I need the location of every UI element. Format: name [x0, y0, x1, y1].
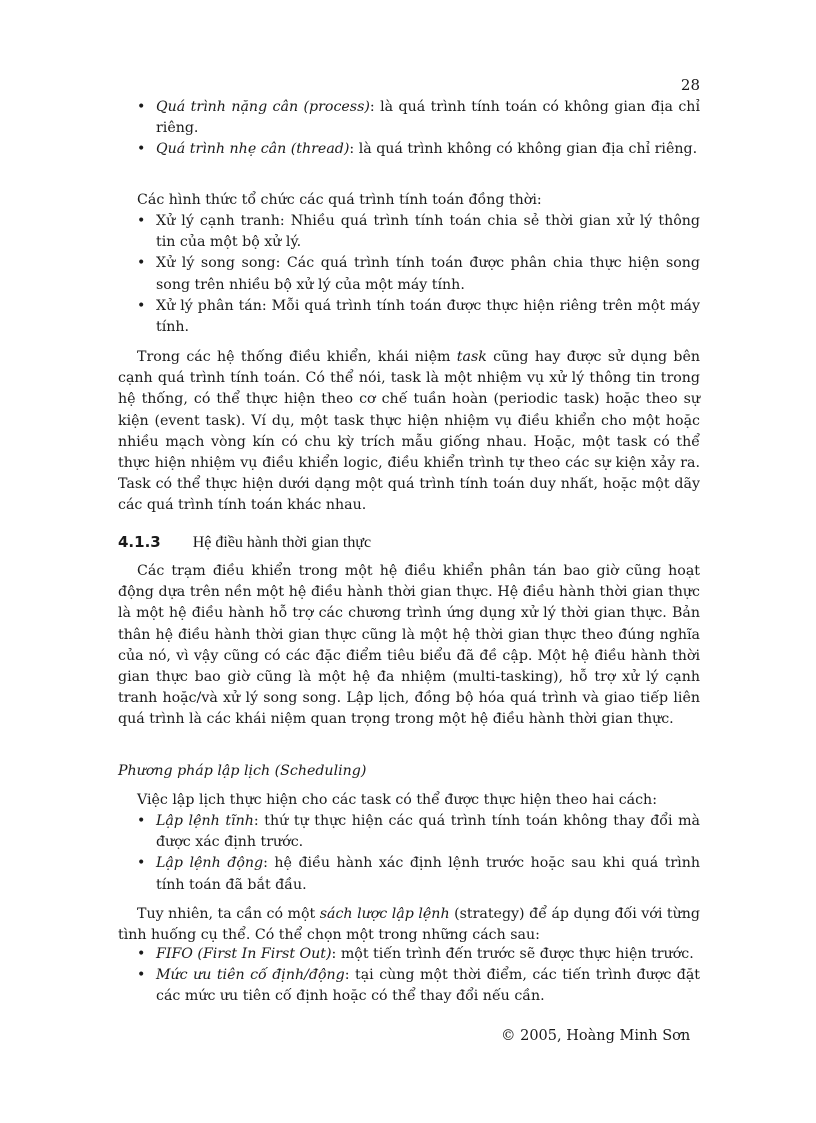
list-item: • Mức ưu tiên cố định/động: tại cùng một thời điểm, các tiến trình được đặt các mức ưu tiên cố định hoặc có thể thay đổi nếu cần.	[118, 965, 700, 1007]
list-item: • Quá trình nhẹ cân (thread): là quá trình không có không gian địa chỉ riêng.	[118, 139, 700, 160]
list-item: • Xử lý song song: Các quá trình tính toán được phân chia thực hiện song song trên nhiều bộ xử lý của một máy tính.	[118, 253, 700, 295]
forms-intro: Các hình thức tổ chức các quá trình tính toán đồng thời:	[137, 192, 542, 208]
section-title: Hệ điều hành thời gian thực	[192, 534, 372, 551]
list-item: • Lập lệnh động: hệ điều hành xác định lệnh trước hoặc sau khi quá trình tính toán đã bắt đầu.	[118, 853, 700, 895]
section-heading	[118, 533, 700, 552]
scheduling-types-list	[118, 811, 700, 896]
page-number: 28	[680, 76, 700, 94]
strategy-paragraph: Tuy nhiên, ta cần có một sách lược lập lệnh (strategy) để áp dụng đối với từng tình huống cụ thể. Có thể chọn một trong những cách sau:	[118, 906, 700, 944]
section-number: 4.1.3	[118, 533, 161, 551]
list-item: • Lập lệnh tĩnh: thứ tự thực hiện các quá trình tính toán không thay đổi mà được xác định trước.	[118, 811, 700, 853]
strategy-list	[118, 944, 700, 1008]
list-item: • Xử lý cạnh tranh: Nhiều quá trình tính toán chia sẻ thời gian xử lý thông tin của một bộ xử lý.	[118, 211, 700, 253]
process-types-list	[118, 97, 700, 161]
list-item: • FIFO (First In First Out): một tiến trình đến trước sẽ được thực hiện trước.	[118, 944, 700, 965]
scheduling-intro: Việc lập lịch thực hiện cho các task có thể được thực hiện theo hai cách:	[137, 792, 657, 808]
scheduling-subheading: Phương pháp lập lịch (Scheduling)	[118, 763, 367, 779]
list-item: • Xử lý phân tán: Mỗi quá trình tính toán được thực hiện riêng trên một máy tính.	[118, 296, 700, 338]
task-paragraph: Trong các hệ thống điều khiển, khái niệm task cũng hay được sử dụng bên cạnh quá trình tính toán. Có thể nói, task là một nhiệm vụ xử lý thông tin trong hệ thống, có thể thực hiện theo cơ chế tuần hoàn (periodic task) hoặc theo sự kiện (event task). Ví dụ, một task thực hiện nhiệm vụ điều khiển cho một hoặc nhiều mạch vòng kín có chu kỳ trích mẫu giống nhau. Hoặc, một task có thể thực hiện nhiệm vụ điều khiển logic, điều khiển trình tự theo các sự kiện xảy ra. Task có thể thực hiện dưới dạng một quá trình tính toán duy nhất, hoặc một dãy các quá trình tính toán khác nhau.	[118, 349, 700, 514]
rtos-paragraph: Các trạm điều khiển trong một hệ điều khiển phân tán bao giờ cũng hoạt động dựa trên nền một hệ điều hành thời gian thực. Hệ điều hành thời gian thực là một hệ điều hành hỗ trợ các chương trình ứng dụng xử lý thời gian thực. Bản thân hệ điều hành thời gian thực cũng là một hệ thời gian thực theo đúng nghĩa của nó, vì vậy cũng có các đặc điểm tiêu biểu đã đề cập. Một hệ điều hành thời gian thực bao giờ cũng là một hệ đa nhiệm (multi-tasking), hỗ trợ xử lý cạnh tranh hoặc/và xử lý song song. Lập lịch, đồng bộ hóa quá trình và giao tiếp liên quá trình là các khái niệm quan trọng trong một hệ điều hành thời gian thực.	[118, 563, 700, 728]
copyright-footer: © 2005, Hoàng Minh Sơn	[501, 1028, 691, 1044]
concurrency-forms-list	[118, 211, 700, 338]
list-item: • Quá trình nặng cân (process): là quá trình tính toán có không gian địa chỉ riêng.	[118, 97, 700, 139]
